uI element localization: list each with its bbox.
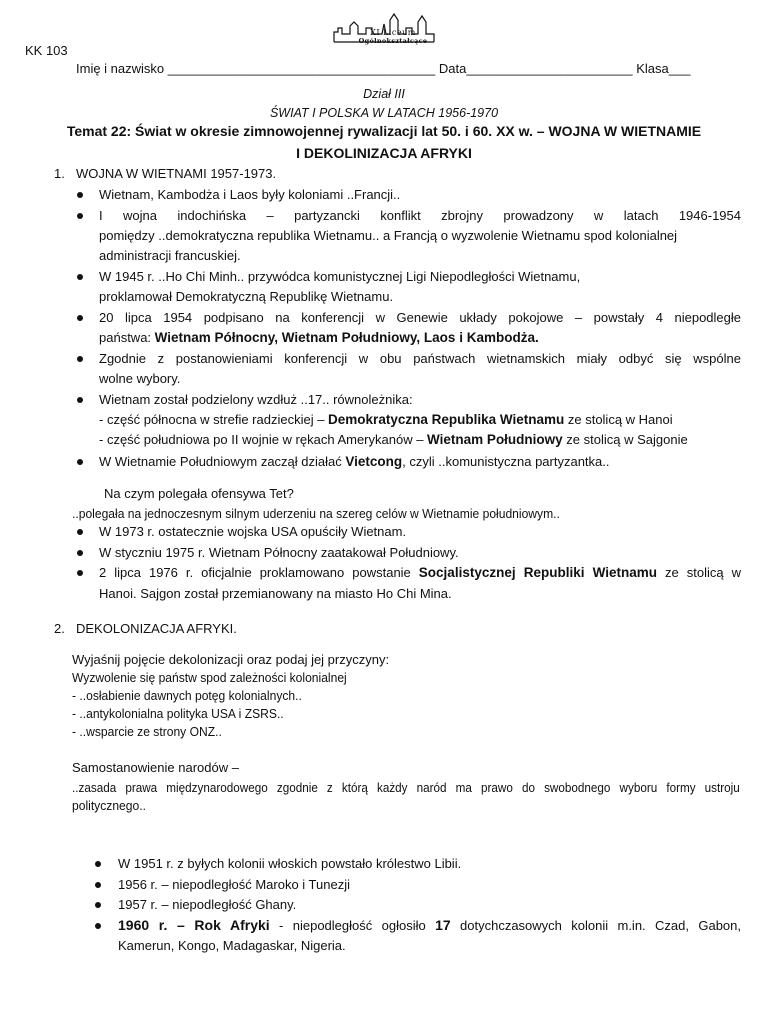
list-item [118, 917, 741, 933]
list-item-text: ze stolicą w [657, 565, 741, 580]
name-date-class-fields: Imię i nazwisko _____________________________________ Data_______________________ Klasa___ [76, 61, 691, 76]
section-1-number: 1. [54, 166, 65, 181]
bullet-icon [77, 315, 83, 321]
list-item-continuation: administracji francuskiej. [99, 248, 241, 263]
bullet-icon [77, 550, 83, 556]
list-item: Wietnam, Kambodża i Laos były koloniami ..Francji.. [99, 187, 401, 202]
bullet-icon [95, 882, 101, 888]
bullet-icon [77, 529, 83, 535]
handwritten-answer: politycznego.. [72, 798, 146, 813]
list-item-continuation [99, 412, 673, 427]
bullet-icon [95, 902, 101, 908]
list-item-continuation: pomiędzy ..demokratyczna republika Wietnamu.. a Francją o wyzwolenie Wietnamu spod kolonialnej [99, 228, 678, 243]
bullet-icon [77, 274, 83, 280]
highlighted-term: Socjalistycznej Republiki Wietnamu [418, 565, 658, 580]
list-item-continuation [99, 330, 539, 345]
highlighted-term: Demokratyczna Republika Wietnamu [328, 412, 565, 427]
bullet-icon [77, 397, 83, 403]
list-item: 1957 r. – niepodległość Ghany. [118, 897, 297, 912]
question: Samostanowienie narodów – [72, 760, 239, 775]
list-item: W styczniu 1975 r. Wietnam Północny zaatakował Południowy. [99, 545, 459, 560]
list-item: 1956 r. – niepodległość Maroko i Tunezji [118, 877, 350, 892]
list-item-text: ze stolicą w Hanoi [564, 412, 673, 427]
list-item: W 1973 r. ostatecznie wojska USA opuściły Wietnam. [99, 524, 407, 539]
list-item-text: - niepodległość ogłosiło [269, 918, 436, 933]
section-1-heading: WOJNA W WIETNAMI 1957-1973. [76, 166, 277, 181]
topic-title-line-1: Temat 22: Świat w okresie zimnowojennej rywalizacji lat 50. i 60. XX w. – WOJNA W WIETNAMIE [66, 123, 702, 139]
highlighted-term: Vietcong [345, 454, 403, 469]
highlighted-term: 1960 r. – Rok Afryki [118, 917, 270, 933]
list-item: W 1945 r. ..Ho Chi Minh.. przywódca komunistycznej Ligi Niepodległości Wietnamu, [99, 269, 581, 284]
bullet-icon [77, 192, 83, 198]
list-item-text: , czyli ..komunistyczna partyzantka.. [402, 454, 610, 469]
list-item [99, 454, 610, 469]
handwritten-answer: ..polegała na jednoczesnym silnym uderzeniu na szereg celów w Wietnamie południowym.. [72, 506, 560, 521]
list-item [99, 565, 741, 580]
question: Na czym polegała ofensywa Tet? [104, 486, 294, 501]
period-title: ŚWIAT I POLSKA W LATACH 1956-1970 [269, 106, 499, 120]
topic-title-line-2: I DEKOLINIZACJA AFRYKI [296, 145, 472, 161]
handwritten-answer: - ..wsparcie ze strony ONZ.. [72, 724, 222, 739]
highlighted-states: Wietnam Północny, Wietnam Południowy, Laos i Kambodża. [154, 330, 539, 345]
list-item: Zgodnie z postanowieniami konferencji w obu państwach wietnamskich miały odbyć się wspólne [99, 351, 741, 366]
list-item-continuation: proklamował Demokratyczną Republikę Wietnamu. [99, 289, 394, 304]
school-logo [332, 12, 442, 56]
handwritten-answer: - ..osłabienie dawnych potęg kolonialnych.. [72, 688, 302, 703]
section-2-heading: DEKOLONIZACJA AFRYKI. [76, 621, 237, 636]
bullet-icon [77, 570, 83, 576]
list-item-text: - część północna w strefie radzieckiej – [99, 412, 329, 427]
list-item-continuation [99, 432, 688, 447]
handwritten-answer: - ..antykolonialna polityka USA i ZSRS.. [72, 706, 284, 721]
list-item: Wietnam został podzielony wzdłuż ..17.. równoleżnika: [99, 392, 413, 407]
list-item-continuation: wolne wybory. [99, 371, 181, 386]
list-item-text: - część południowa po II wojnie w rękach Amerykanów – [99, 432, 428, 447]
bullet-icon [95, 861, 101, 867]
question: Wyjaśnij pojęcie dekolonizacji oraz podaj jej przyczyny: [72, 652, 390, 667]
highlighted-term: Wietnam Południowy [427, 432, 563, 447]
list-item-continuation: Kamerun, Kongo, Madagaskar, Nigeria. [118, 938, 346, 953]
section-2-number: 2. [54, 621, 65, 636]
list-item: I wojna indochińska – partyzancki konflikt zbrojny prowadzony w latach 1946-1954 [99, 208, 741, 223]
logo-line-1: XI Liceum [370, 28, 416, 37]
logo-line-2: Ogólnokształcące [358, 37, 428, 45]
list-item-text: 2 lipca 1976 r. oficjalnie proklamowano powstanie [99, 565, 419, 580]
list-item: 20 lipca 1954 podpisano na konferencji w Genewie układy pokojowe – powstały 4 niepodległe [99, 310, 741, 325]
handwritten-answer: Wyzwolenie się państw spod zależności kolonialnej [72, 670, 347, 685]
list-item-text: ze stolicą w Sajgonie [562, 432, 688, 447]
list-item: W 1951 r. z byłych kolonii włoskich powstało królestwo Libii. [118, 856, 462, 871]
highlighted-number: 17 [435, 917, 451, 933]
handwritten-answer: ..zasada prawa międzynarodowego zgodnie z którą każdy naród ma prawo do swobodnego wyboru formy ustroju [72, 780, 740, 795]
list-item-continuation: Hanoi. Sajgon został przemianowany na miasto Ho Chi Mina. [99, 586, 452, 601]
bullet-icon [77, 356, 83, 362]
bullet-icon [77, 459, 83, 465]
list-item-text: dotychczasowych kolonii m.in. Czad, Gabon, [450, 918, 741, 933]
list-item-text: państwa: [99, 330, 155, 345]
list-item-text: W Wietnamie Południowym zaczął działać [99, 454, 346, 469]
document-code: KK 103 [25, 43, 68, 58]
bullet-icon [95, 923, 101, 929]
section-label: Dział III [363, 87, 405, 101]
bullet-icon [77, 213, 83, 219]
